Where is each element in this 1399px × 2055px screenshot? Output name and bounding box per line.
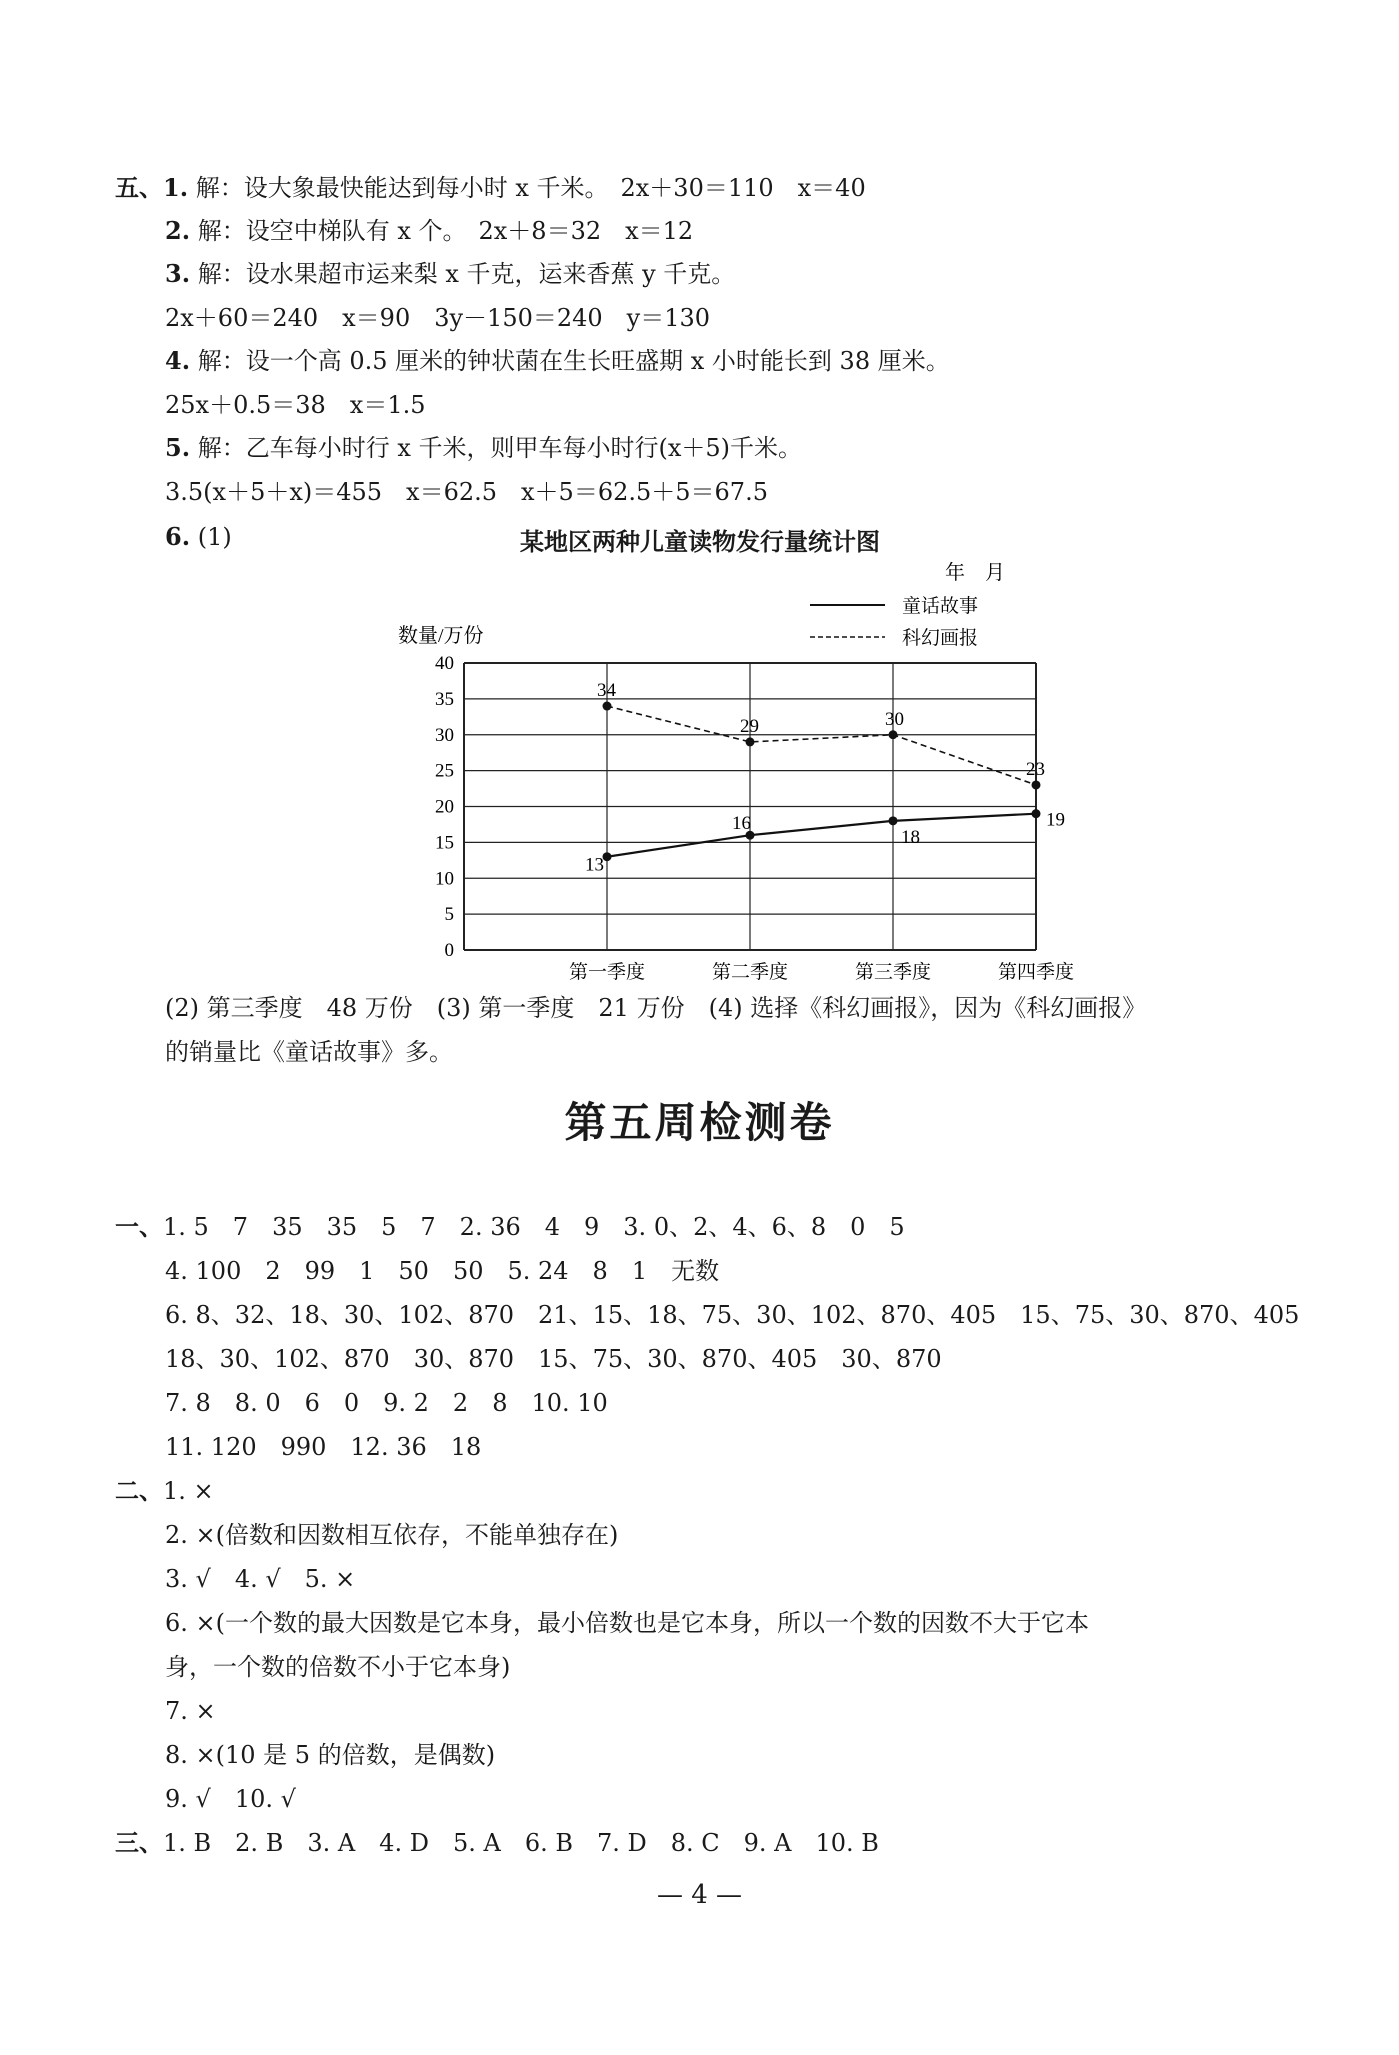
item-text: 解：乙车每小时行 x 千米，则甲车每小时行(x＋5)千米。 xyxy=(197,434,803,462)
item-label: 4. xyxy=(165,346,191,375)
item-text: (1) xyxy=(197,523,232,551)
data-label: 29 xyxy=(740,715,759,737)
x-tick-label: 第一季度 xyxy=(568,962,646,983)
part1-row-2: 4. 100 2 99 1 50 50 5. 24 8 1 无数 xyxy=(165,1257,720,1285)
answer-line-5-6-rest-b: 的销量比《童话故事》多。 xyxy=(165,1038,453,1066)
data-point xyxy=(1032,780,1041,789)
item-label: 五、1. xyxy=(115,173,189,202)
data-label: 19 xyxy=(1046,809,1065,831)
y-tick-label: 40 xyxy=(435,653,454,674)
answer-line-5-2 xyxy=(165,216,693,246)
part2-row-4: 6. ×(一个数的最大因数是它本身，最小倍数也是它本身，所以一个数的因数不大于它本 xyxy=(165,1609,1089,1637)
legend-label-fairy-tales: 童话故事 xyxy=(902,596,979,617)
y-tick-label: 20 xyxy=(435,796,454,818)
legend-label-scifi-pictorial: 科幻画报 xyxy=(902,628,979,649)
chart-marks xyxy=(585,680,1065,876)
data-label: 16 xyxy=(732,813,751,835)
y-tick-label: 5 xyxy=(444,904,454,926)
part2-row-6: 8. ×(10 是 5 的倍数，是偶数) xyxy=(165,1741,496,1769)
part1-row-1 xyxy=(115,1212,905,1242)
y-tick-label: 15 xyxy=(435,832,454,854)
series-line-scifi-pictorial xyxy=(607,706,1036,785)
line-chart xyxy=(380,555,1075,995)
y-tick-label: 35 xyxy=(435,688,454,710)
item-label: 5. xyxy=(165,433,191,462)
section-title: 第五周检测卷 xyxy=(564,1098,835,1147)
y-tick-label: 30 xyxy=(435,724,454,746)
part3-row-1 xyxy=(115,1828,879,1858)
answer-line-5-1 xyxy=(115,173,866,203)
data-point xyxy=(603,702,612,711)
x-tick-label: 第三季度 xyxy=(854,962,932,983)
item-label: 6. xyxy=(165,522,191,551)
answer-line-5-3b: 2x＋60＝240 x＝90 3y－150＝240 y＝130 xyxy=(165,304,711,332)
data-point xyxy=(889,816,898,825)
row-text: 1. × xyxy=(163,1477,214,1505)
part-label: 二、 xyxy=(115,1476,163,1505)
part2-row-5: 7. × xyxy=(165,1697,216,1725)
data-point xyxy=(746,737,755,746)
data-label: 18 xyxy=(901,826,920,848)
y-tick-label: 10 xyxy=(435,868,454,890)
data-label: 13 xyxy=(585,854,604,876)
item-text: 解：设一个高 0.5 厘米的钟状菌在生长旺盛期 x 小时能长到 38 厘米。 xyxy=(197,347,950,375)
part1-row-5: 7. 8 8. 0 6 0 9. 2 2 8 10. 10 xyxy=(165,1389,608,1417)
chart-date-label: 年 月 xyxy=(945,562,1005,584)
item-text: 解：设空中梯队有 x 个。 2x＋8＝32 x＝12 xyxy=(197,217,694,245)
data-label: 34 xyxy=(597,680,616,702)
part2-row-4b: 身，一个数的倍数不小于它本身) xyxy=(165,1653,511,1681)
page-number: — 4 — xyxy=(656,1880,743,1910)
row-text: 1. 5 7 35 35 5 7 2. 36 4 9 3. 0、2、4、6、8 0 5 xyxy=(163,1213,905,1241)
data-point xyxy=(1032,809,1041,818)
answer-line-5-4b: 25x＋0.5＝38 x＝1.5 xyxy=(165,391,426,419)
item-label: 3. xyxy=(165,259,191,288)
chart-grid xyxy=(435,653,1074,983)
part2-row-3: 3. √ 4. √ 5. × xyxy=(165,1565,356,1593)
part-label: 三、 xyxy=(115,1828,163,1857)
x-tick-label: 第二季度 xyxy=(711,962,789,983)
part-label: 一、 xyxy=(115,1212,163,1241)
answer-line-5-4 xyxy=(165,346,950,376)
part1-row-3: 6. 8、32、18、30、102、870 21、15、18、75、30、102、870、405 15、75、30、870、405 xyxy=(165,1301,1300,1329)
answer-line-5-5b: 3.5(x＋5＋x)＝455 x＝62.5 x＋5＝62.5＋5＝67.5 xyxy=(165,478,768,506)
part1-row-4: 18、30、102、870 30、870 15、75、30、870、405 30、870 xyxy=(165,1345,942,1373)
answer-line-5-6 xyxy=(165,522,232,552)
item-text: 解：设水果超市运来梨 x 千克，运来香蕉 y 千克。 xyxy=(197,260,736,288)
series-line-fairy-tales xyxy=(607,814,1036,857)
part2-row-1 xyxy=(115,1476,214,1506)
y-tick-label: 25 xyxy=(435,760,454,782)
part2-row-2: 2. ×(倍数和因数相互依存，不能单独存在) xyxy=(165,1521,619,1549)
y-tick-label: 0 xyxy=(444,940,454,961)
row-text: 1. B 2. B 3. A 4. D 5. A 6. B 7. D 8. C 9. A 10. B xyxy=(163,1829,879,1857)
y-axis-label: 数量/万份 xyxy=(398,625,484,647)
answer-line-5-6-rest: (2) 第三季度 48 万份 (3) 第一季度 21 万份 (4) 选择《科幻画报》，因为《科幻画报》 xyxy=(165,994,1147,1022)
chart-title: 某地区两种儿童读物发行量统计图 xyxy=(520,528,880,556)
part2-row-7: 9. √ 10. √ xyxy=(165,1785,296,1813)
data-point xyxy=(889,730,898,739)
part1-row-6: 11. 120 990 12. 36 18 xyxy=(165,1433,482,1461)
answer-line-5-3 xyxy=(165,259,735,289)
data-label: 23 xyxy=(1026,758,1045,780)
x-tick-label: 第四季度 xyxy=(997,962,1075,983)
answer-line-5-5 xyxy=(165,433,802,463)
item-text: 解：设大象最快能达到每小时 x 千米。 2x＋30＝110 x＝40 xyxy=(195,174,866,202)
item-label: 2. xyxy=(165,216,191,245)
data-label: 30 xyxy=(885,708,904,730)
